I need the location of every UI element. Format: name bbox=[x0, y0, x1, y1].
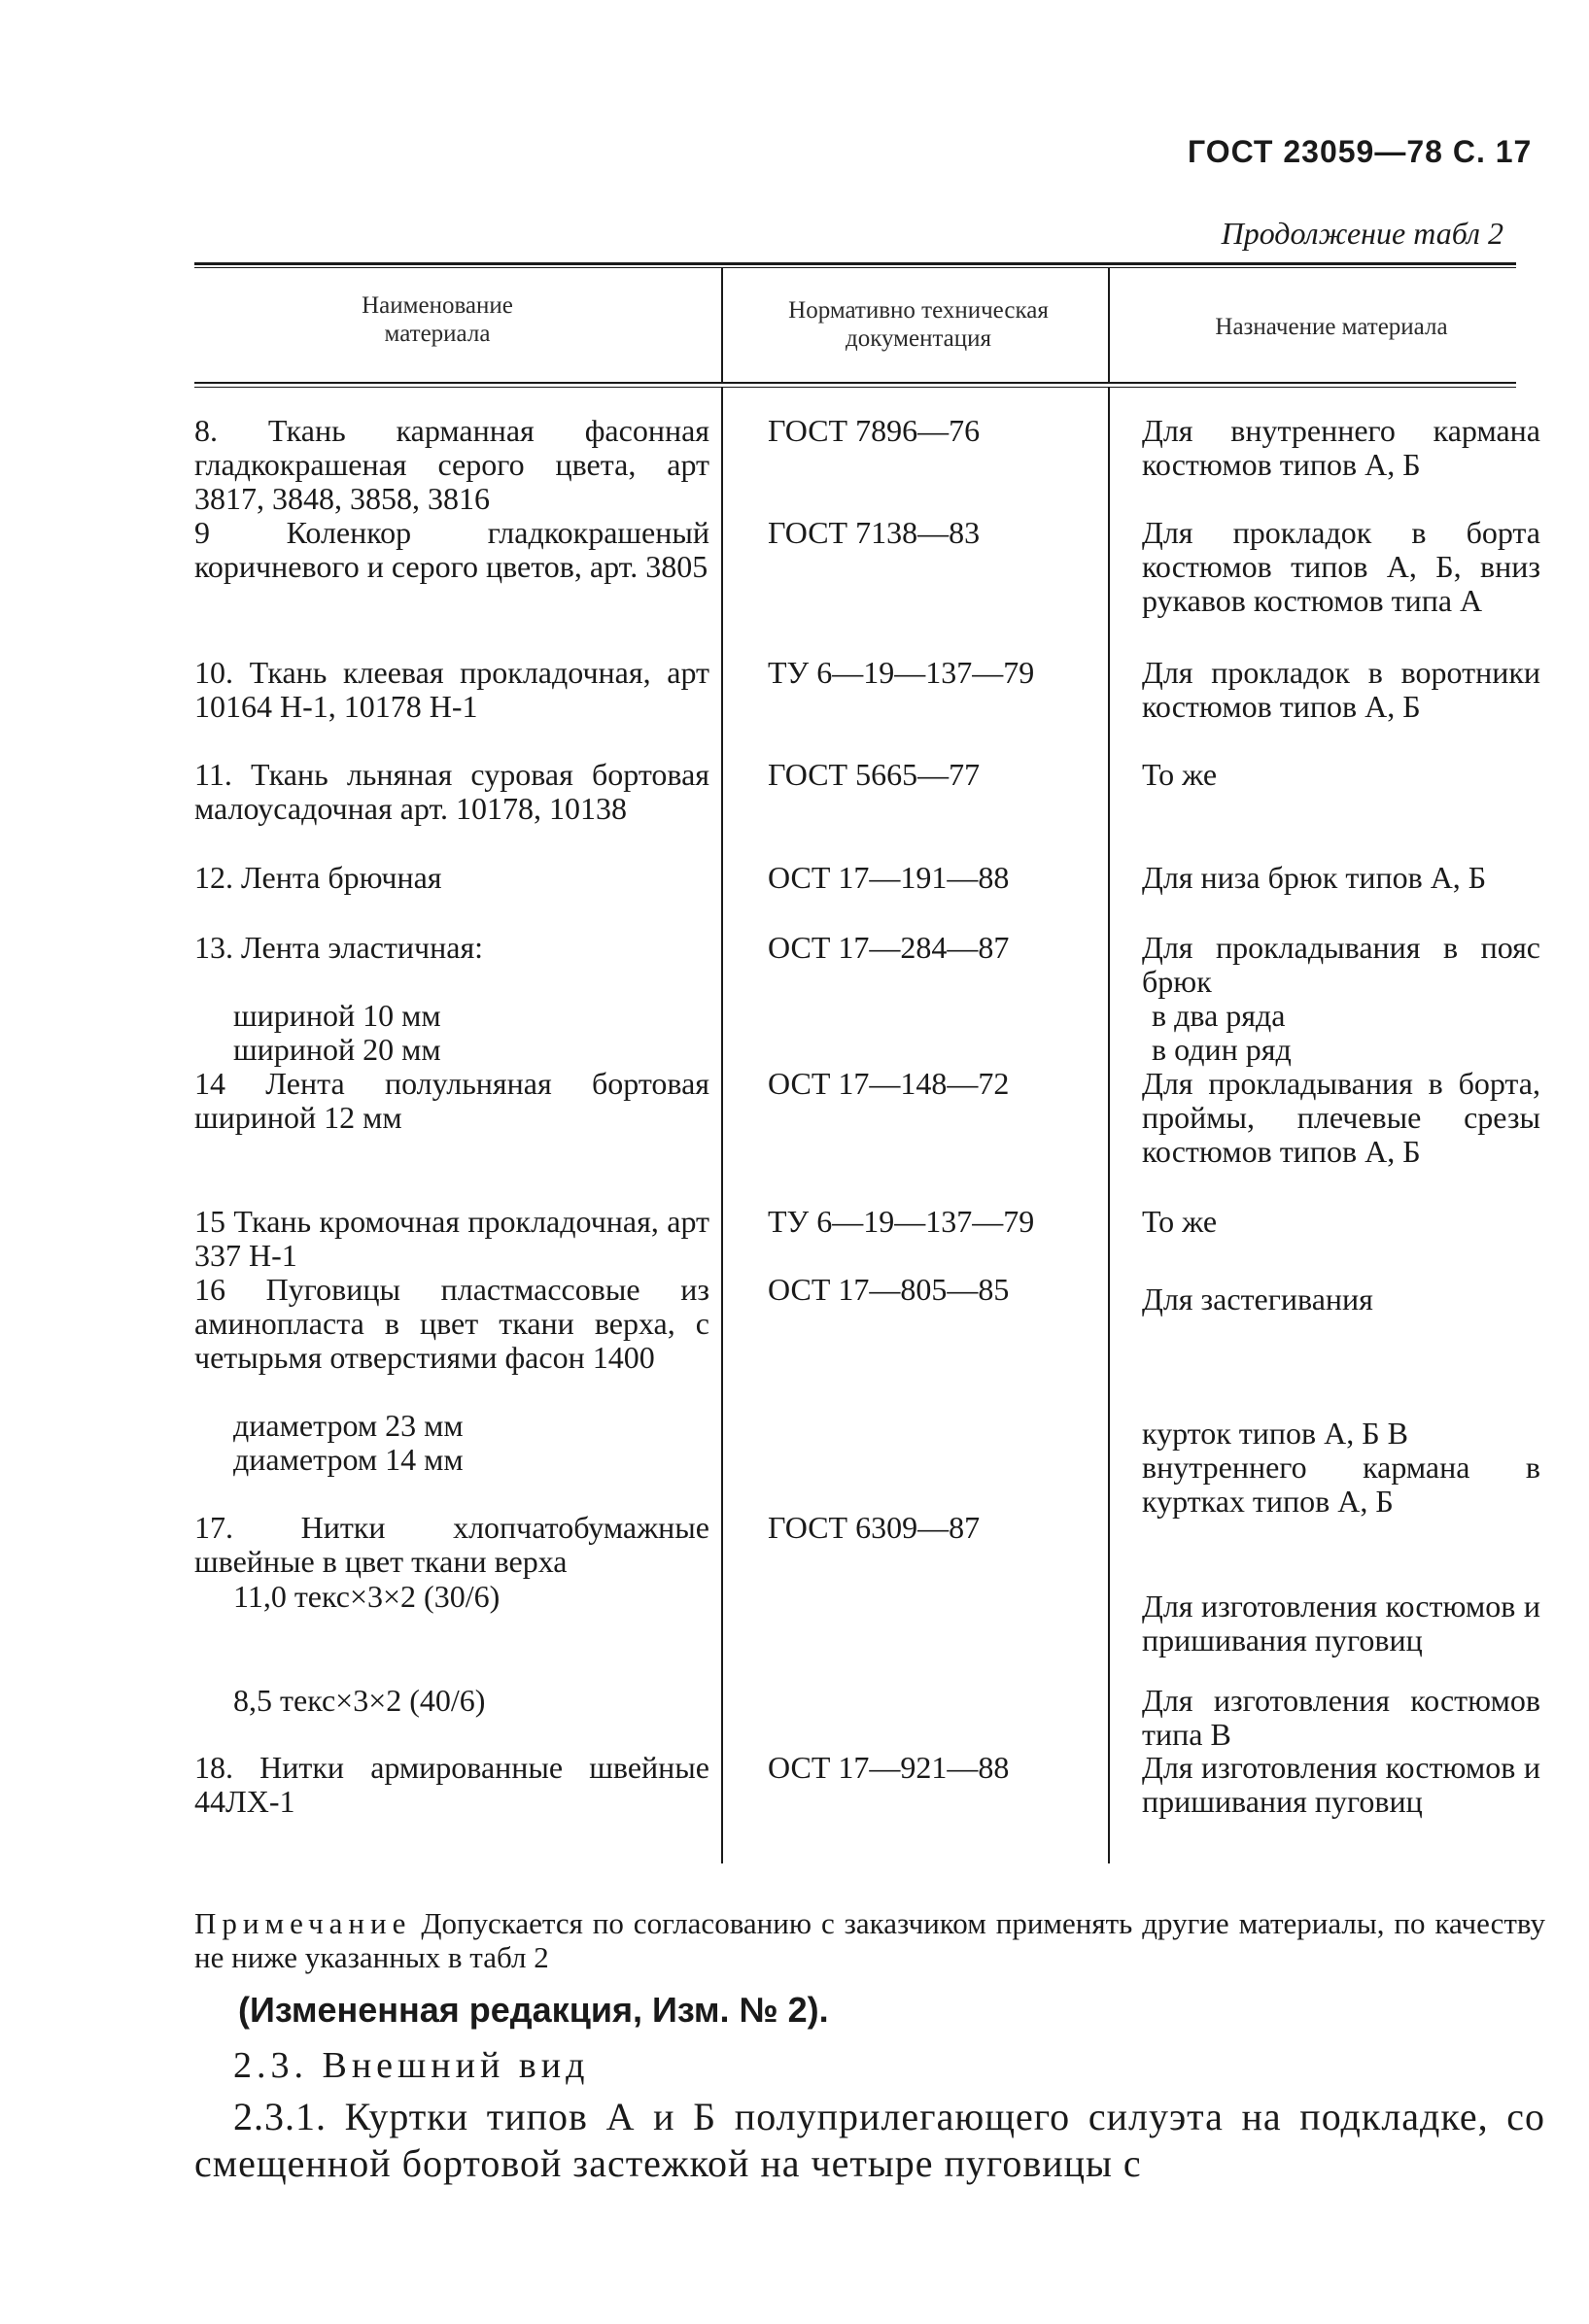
table-note bbox=[194, 1906, 1545, 1974]
material-purpose: Для застегивания bbox=[1142, 1282, 1373, 1316]
material-purpose: Для изготовления костюмов типа В bbox=[1142, 1683, 1540, 1752]
table-top-rule bbox=[194, 262, 1516, 265]
material-name: 18. Нитки армированные швейные 44ЛХ-1 bbox=[194, 1750, 709, 1819]
material-doc: ОСТ 17—284—87 bbox=[768, 930, 1010, 965]
column-header-name: Наименование материала bbox=[362, 292, 513, 347]
material-doc: ТУ 6—19—137—79 bbox=[768, 1204, 1035, 1239]
table-continuation-label: Продолжение табл 2 bbox=[1221, 216, 1503, 251]
note-text: Допускается по согласованию с заказчиком применять другие материалы, по качеству не ниже указанных в табл 2 bbox=[194, 1906, 1546, 1974]
material-doc: ТУ 6—19—137—79 bbox=[768, 655, 1035, 690]
column-header-purpose: Назначение материала bbox=[1215, 314, 1448, 340]
material-name: 12. Лента брючная bbox=[194, 860, 442, 895]
material-purpose: в два ряда bbox=[1152, 998, 1286, 1033]
page-header-code: ГОСТ 23059—78 С. 17 bbox=[1188, 134, 1533, 169]
material-name: 9 Коленкор гладкокрашеный коричневого и серого цветов, арт. 3805 bbox=[194, 515, 709, 584]
material-name: 8,5 текс×3×2 (40/6) bbox=[233, 1683, 486, 1718]
material-name: 10. Ткань клеевая прокладочная, арт 10164 Н-1, 10178 Н-1 bbox=[194, 655, 709, 724]
material-doc: ОСТ 17—805—85 bbox=[768, 1272, 1010, 1307]
material-name: диаметром 23 мм bbox=[233, 1408, 464, 1443]
column-divider bbox=[721, 387, 723, 1863]
material-name: шириной 10 мм bbox=[233, 998, 441, 1033]
material-purpose: То же bbox=[1142, 757, 1218, 792]
table-header-rule bbox=[194, 382, 1516, 384]
material-purpose: Для прокладок в воротники костюмов типов А, Б bbox=[1142, 655, 1540, 724]
material-purpose: Для низа брюк типов А, Б bbox=[1142, 860, 1487, 895]
material-doc: ОСТ 17—191—88 bbox=[768, 860, 1010, 895]
column-divider bbox=[1108, 387, 1110, 1863]
column-divider bbox=[1108, 267, 1110, 384]
material-doc: ОСТ 17—921—88 bbox=[768, 1750, 1010, 1785]
column-header-doc: Нормативно техническая документация bbox=[788, 297, 1049, 352]
material-name: 16 Пуговицы пластмассовые из аминопласта в цвет ткани верха, с четырьмя отверстиями фасон 1400 bbox=[194, 1272, 709, 1375]
amendment-notice: (Измененная редакция, Изм. № 2). bbox=[238, 1990, 829, 2030]
section-heading: 2.3. Внешний вид bbox=[233, 2045, 590, 2086]
material-name: 14 Лента полульняная бортовая шириной 12 мм bbox=[194, 1066, 709, 1135]
material-doc: ОСТ 17—148—72 bbox=[768, 1066, 1010, 1101]
material-doc: ГОСТ 7138—83 bbox=[768, 515, 981, 550]
material-name: 15 Ткань кромочная прокладочная, арт 337 Н-1 bbox=[194, 1204, 709, 1273]
material-purpose: внутреннего кармана в куртках типов А, Б bbox=[1142, 1450, 1540, 1519]
material-name: шириной 20 мм bbox=[233, 1032, 441, 1067]
table-top-rule-inner bbox=[194, 267, 1516, 268]
table-header-rule-inner bbox=[194, 387, 1516, 388]
material-name: 13. Лента эластичная: bbox=[194, 930, 484, 965]
material-name: диаметром 14 мм bbox=[233, 1442, 464, 1477]
note-label: Примечание bbox=[194, 1906, 412, 1940]
body-paragraph: 2.3.1. Куртки типов А и Б полуприлегающего силуэта на подкладке, со смещенной бортовой застежкой на четыре пуговицы с bbox=[194, 2095, 1545, 2185]
material-purpose: курток типов А, Б В bbox=[1142, 1416, 1408, 1451]
material-purpose: Для прокладывания в борта, проймы, плечевые срезы костюмов типов А, Б bbox=[1142, 1066, 1540, 1169]
material-name: 8. Ткань карманная фасонная гладкокрашеная серого цвета, арт 3817, 3848, 3858, 3816 bbox=[194, 413, 709, 516]
material-doc: ГОСТ 6309—87 bbox=[768, 1510, 981, 1545]
material-purpose: Для прокладок в борта костюмов типов А, Б, вниз рукавов костюмов типа А bbox=[1142, 515, 1540, 618]
material-name: 11. Ткань льняная суровая бортовая малоусадочная арт. 10178, 10138 bbox=[194, 757, 709, 826]
material-purpose: Для изготовления костюмов и пришивания пуговиц bbox=[1142, 1750, 1540, 1819]
material-purpose: То же bbox=[1142, 1204, 1218, 1239]
material-name: 17. Нитки хлопчатобумажные швейные в цвет ткани верха bbox=[194, 1510, 709, 1579]
material-name: 11,0 текс×3×2 (30/6) bbox=[233, 1579, 501, 1614]
material-purpose: Для внутреннего кармана костюмов типов А, Б bbox=[1142, 413, 1540, 482]
material-purpose: в один ряд bbox=[1152, 1032, 1292, 1067]
column-divider bbox=[721, 267, 723, 384]
material-doc: ГОСТ 5665—77 bbox=[768, 757, 981, 792]
material-doc: ГОСТ 7896—76 bbox=[768, 413, 981, 448]
material-purpose: Для изготовления костюмов и пришивания пуговиц bbox=[1142, 1589, 1540, 1658]
material-purpose: Для прокладывания в пояс брюк bbox=[1142, 930, 1540, 999]
